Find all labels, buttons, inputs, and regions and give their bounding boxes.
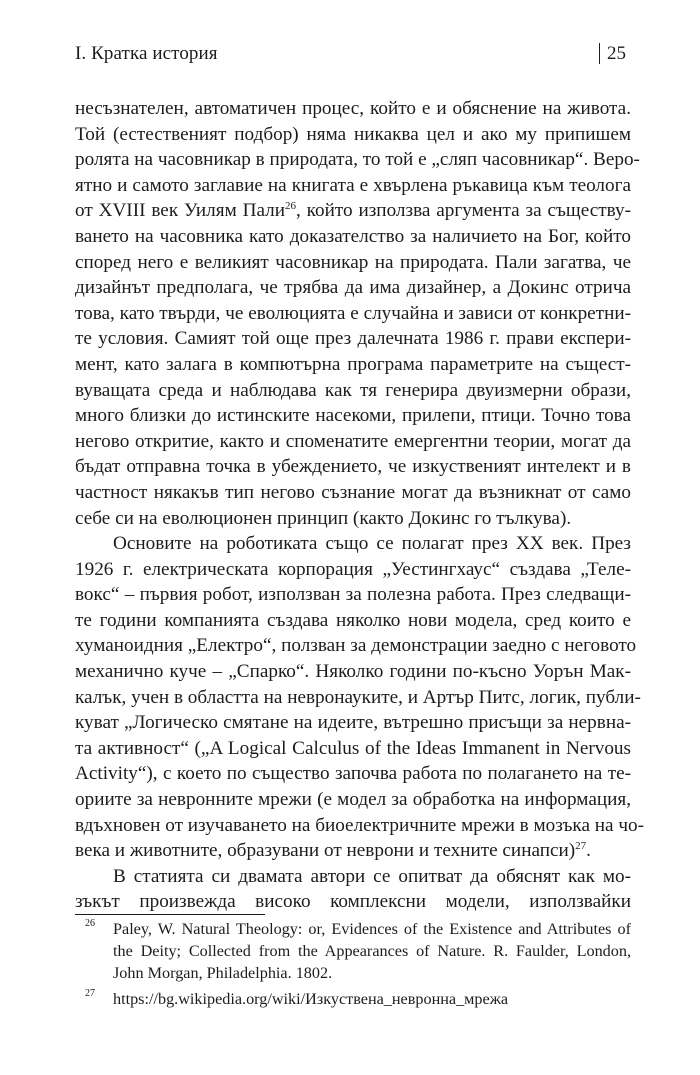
- footnote-ref-27[interactable]: 27: [575, 840, 587, 853]
- text-line: според него е великият часовникар на природата. Пали загатва, че: [75, 251, 631, 273]
- text-line: века и животните, образувани от неврони и техните синапси)$^{27}$.: [75, 840, 591, 862]
- page-number: 25: [607, 43, 626, 64]
- footnote-ref-26[interactable]: 26: [284, 200, 296, 213]
- text-segment: , който използва аргумента за съществу-: [295, 200, 631, 222]
- footnote-text: [113, 988, 631, 1010]
- text-line: вуващата среда и наблюдава как тя генерира двуизмерни образи,: [75, 379, 631, 401]
- footnote-27: [75, 988, 631, 1010]
- running-title: I. Кратка история: [75, 43, 218, 64]
- text-line: 1926 г. електрическата корпорация „Уестингхаус“ създава „Теле-: [75, 558, 631, 580]
- text-line: вокс“ – първия робот, използван за полезна работа. През следващи-: [75, 584, 631, 606]
- paragraph-2: [75, 531, 644, 864]
- text-line: Основите на роботиката също се полагат през XX век. През: [113, 533, 631, 555]
- running-header: [75, 42, 631, 66]
- text-line: негово откритие, както и споменатите емергентни теории, могат да: [75, 430, 631, 452]
- footnote-line: the Deity; Collected from the Appearances of Nature. R. Faulder, London,: [113, 942, 631, 960]
- text-line: зъкът произвежда високо комплексни модели, използвайки: [75, 891, 631, 913]
- text-line: те години компанията създава няколко нови модела, сред които е: [75, 609, 631, 631]
- text-line: дизайнът предполага, че трябва да има дизайнер, а Докинс отрича: [75, 277, 631, 299]
- text-line: бъдат отправна точка в убеждението, че изкуственият интелект и в: [75, 456, 631, 478]
- text-line: много близки до истинските насекоми, прилепи, птици. Точно това: [75, 405, 631, 427]
- footnote-line: Paley, W. Natural Theology: or, Evidences of the Existence and Attributes of: [113, 920, 631, 938]
- footnote-26: [75, 918, 631, 984]
- text-line: частност някакъв тип негово съзнание могат да възникнат от само: [75, 481, 631, 503]
- text-line: Activity“), с което по същество започва работа по полагането на те-: [75, 763, 631, 785]
- text-segment: века и животните, образувани от неврони и техните синапси): [75, 840, 576, 862]
- text-line: несъзнателен, автоматичен процес, който е и обяснение на живота.: [75, 98, 631, 119]
- body-text: [75, 96, 644, 915]
- text-line: себе си на еволюционен принцип (както Докинс го тълкува).: [75, 507, 572, 529]
- text-line: В статията си двамата автори се опитват да обяснят как мо-: [113, 865, 631, 887]
- text-line: хуманоидния „Електро“, ползван за демонстрации заедно с неговото: [75, 635, 637, 657]
- footnote-number: 26: [85, 918, 95, 929]
- paragraph-3: [75, 864, 631, 915]
- text-line: ориите за невронните мрежи (е модел за обработка на информация,: [75, 789, 631, 811]
- footnote-text: [113, 918, 631, 984]
- text-line: мент, като залага в компютърна програма параметрите на същест-: [75, 353, 631, 375]
- text-line: механично куче – „Спарко“. Няколко години по-късно Уорън Мак-: [75, 661, 631, 683]
- footnotes: [75, 918, 631, 1014]
- text-segment: от XVIII век Уилям Пали: [75, 200, 285, 222]
- text-line: калък, учен в областта на невронауките, и Артър Питс, логик, публи-: [75, 686, 641, 708]
- footnote-link[interactable]: https://bg.wikipedia.org/wiki/Изкуствена_невронна_мрежа: [113, 990, 509, 1008]
- text-line: ролята на часовникар в природата, то той е „сляп часовникар“. Веро-: [75, 149, 640, 171]
- paragraph-1: [75, 96, 640, 531]
- text-line: вдъхновен от изучаването на биоелектричните мрежи в мозъка на чо-: [75, 814, 644, 836]
- header-divider: [599, 43, 600, 64]
- text-line: Той (естественият подбор) няма никаква цел и ако му припишем: [75, 123, 631, 145]
- footnote-number: 27: [85, 988, 95, 999]
- footnote-divider: [75, 914, 265, 915]
- footnote-line: John Morgan, Philadelphia. 1802.: [113, 964, 333, 982]
- text-line: [75, 198, 631, 224]
- text-line: куват „Логическо смятане на идеите, вътрешно присъщи за нервна-: [75, 712, 631, 734]
- text-line: те условия. Самият той още през далечната 1986 г. прави експери-: [75, 328, 631, 350]
- text-line: това, като твърди, че еволюцията е случайна и зависи от конкретни-: [75, 302, 631, 324]
- text-line: та активност“ („A Logical Calculus of the Ideas Immanent in Nervous: [75, 737, 631, 759]
- text-line: ятно и самото заглавие на книгата е хвърлена ръкавица към теолога: [75, 174, 631, 196]
- text-line: ването на часовника като доказателство за наличието на Бог, който: [75, 225, 631, 247]
